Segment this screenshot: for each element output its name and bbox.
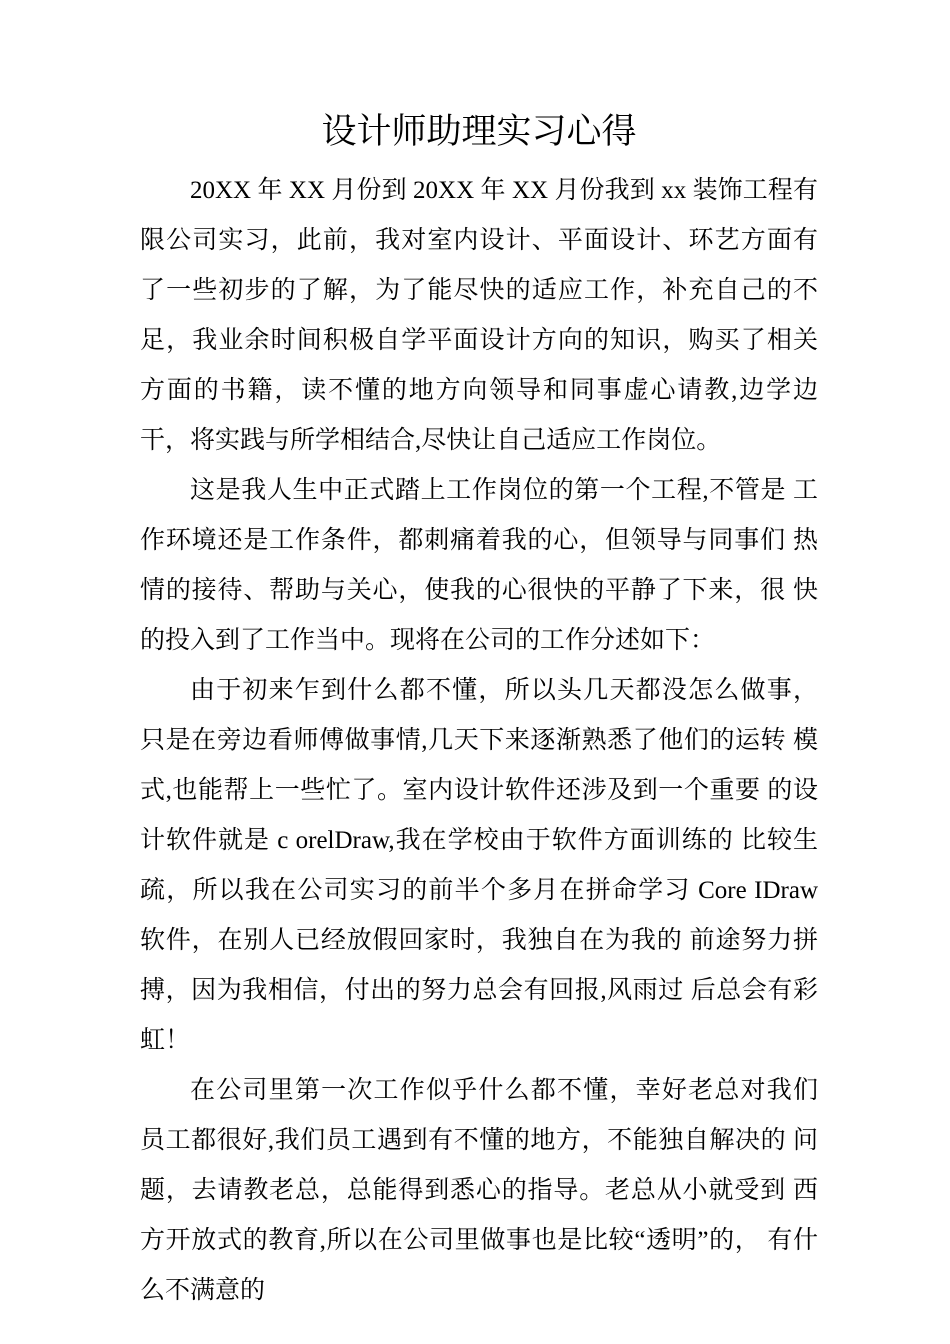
document-title: 设计师助理实习心得 bbox=[321, 112, 637, 151]
paragraph-learning-software: 由于初来乍到什么都不懂，所以头几天都没怎么做事， 只是在旁边看师傅做事情,几天下来逐渐熟悉了他们的运转 模式,也能帮上一些忙了。室内设计软件还涉及到一个重要 的设计软件就是 c orelDraw,我在学校由于软件方面训练的 比较生疏，所以我在公司实习的前半个多月在拼命学习 Core IDraw 软件，在别人已经放假回家时，我独自在为我的 前途努力拼搏，因为我相信，付出的努力总会有回报,风雨过 后总会有彩虹！ bbox=[140, 677, 818, 1054]
paragraph-first-job: 这是我人生中正式踏上工作岗位的第一个工程,不管是 工作环境还是工作条件，都刺痛着我的心，但领导与同事们 热情的接待、帮助与关心，使我的心很快的平静了下来，很 快的投入到了工作当中。现将在公司的工作分述如下： bbox=[140, 477, 818, 654]
paragraph-intro: 20XX 年 XX 月份到 20XX 年 XX 月份我到 xx 装饰工程有 限公司实习，此前，我对室内设计、平面设计、环艺方面有 了一些初步的了解，为了能尽快的适应工作，补充自己的不 足，我业余时间积极自学平面设计方向的知识，购买了相关 方面的书籍，读不懂的地方向领导和同事虚心请教,边学边 干，将实践与所学相结合,尽快让自己适应工作岗位。 bbox=[140, 177, 818, 454]
paragraph-boss-guidance: 在公司里第一次工作似乎什么都不懂，幸好老总对我们 员工都很好,我们员工遇到有不懂的地方，不能独自解决的 问题，去请教老总，总能得到悉心的指导。老总从小就受到 西方开放式的教育,所以在公司里做事也是比较“透明”的， 有什么不满意的 bbox=[140, 1077, 818, 1304]
document-body bbox=[140, 166, 818, 1316]
